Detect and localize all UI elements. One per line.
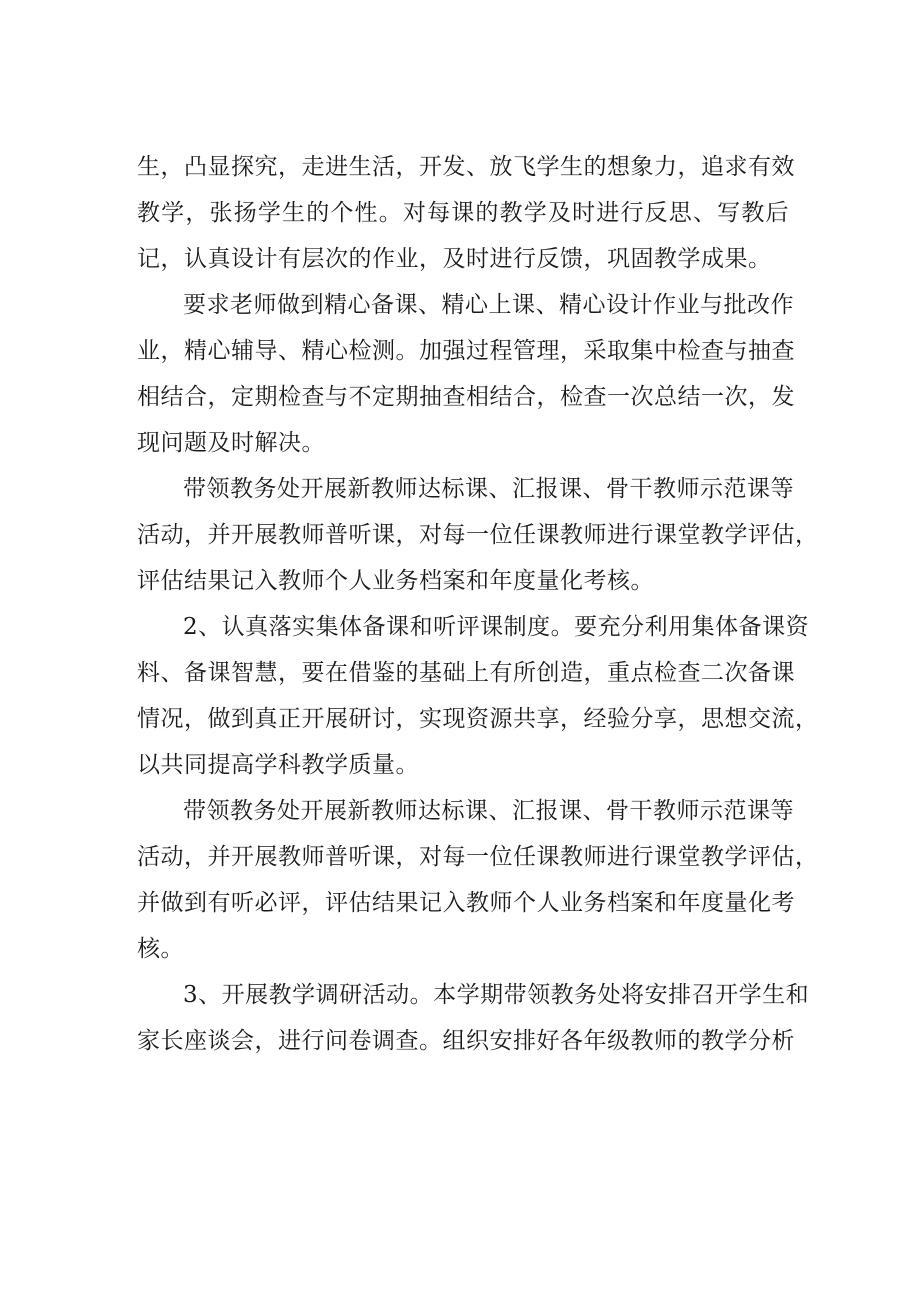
text-line: 以共同提高学科教学质量。: [137, 752, 419, 778]
text-line: 记，认真设计有层次的作业，及时进行反馈，巩固教学成果。: [137, 246, 772, 272]
text-line: 3、开展教学调研活动。本学期带领教务处将安排召开学生和: [183, 982, 810, 1008]
text-line: 并做到有听必评，评估结果记入教师个人业务档案和年度量化考: [137, 890, 795, 916]
paragraph: [137, 796, 819, 965]
paragraph: [137, 152, 795, 275]
text-line: 带领教务处开展新教师达标课、汇报课、骨干教师示范课等: [183, 476, 794, 502]
text-line: 活动，并开展教师普听课，对每一位任课教师进行课堂教学评估，: [137, 522, 819, 548]
text-line: 料、备课智慧，要在借鉴的基础上有所创造，重点检查二次备课: [137, 660, 795, 686]
text-line: 家长座谈会，进行问卷调查。组织安排好各年级教师的教学分析: [137, 1028, 795, 1054]
text-line: 活动，并开展教师普听课，对每一位任课教师进行课堂教学评估，: [137, 844, 819, 870]
text-line: 2、认真落实集体备课和听评课制度。要充分利用集体备课资: [183, 614, 810, 640]
text-line: 核。: [137, 936, 184, 962]
paragraph: [137, 980, 810, 1057]
text-line: 情况，做到真正开展研讨，实现资源共享，经验分享，思想交流，: [137, 706, 819, 732]
text-line: 带领教务处开展新教师达标课、汇报课、骨干教师示范课等: [183, 798, 794, 824]
paragraph: [137, 612, 819, 781]
paragraph: [137, 290, 795, 459]
paragraph: [137, 474, 819, 597]
document-page: [137, 152, 819, 1072]
text-line: 教学，张扬学生的个性。对每课的教学及时进行反思、写教后: [137, 200, 789, 226]
text-line: 生，凸显探究，走进生活，开发、放飞学生的想象力，追求有效: [137, 154, 795, 180]
text-line: 现问题及时解决。: [137, 430, 325, 456]
text-line: 相结合，定期检查与不定期抽查相结合，检查一次总结一次，发: [137, 384, 795, 410]
text-line: 业，精心辅导、精心检测。加强过程管理，采取集中检查与抽查: [137, 338, 795, 364]
text-line: 评估结果记入教师个人业务档案和年度量化考核。: [137, 568, 654, 594]
text-line: 要求老师做到精心备课、精心上课、精心设计作业与批改作: [183, 292, 794, 318]
